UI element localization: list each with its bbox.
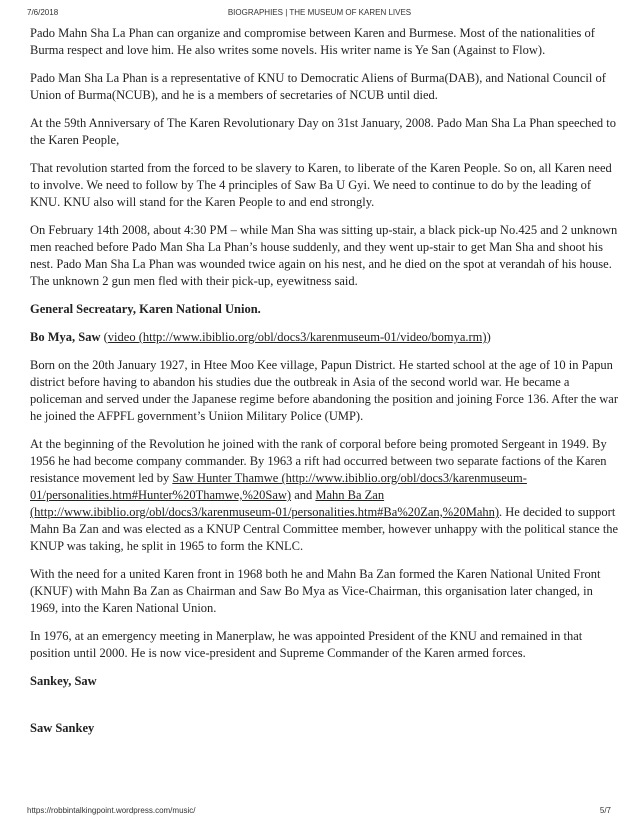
paragraph: With the need for a united Karen front in 1968 both he and Mahn Ba Zan formed the Karen National United Front (KNUF) with Mahn Ba Zan as Chairman and Saw Bo Mya as Vice-Chairman, this organisation later changed, in 1969, into the Karen National Union. — [30, 567, 601, 615]
text-fragment: ( — [100, 330, 108, 344]
paragraph: On February 14th 2008, about 4:30 PM – while Man Sha was sitting up-stair, a black pick-up No.425 and 2 unknown men reached before Pado Man Sha La Phan’s house suddenly, and they went up-stair to get Man Sha and shoot his nest. Pado Man Sha La Phan was wounded twice again on his nest, and he died on the spot at verandah of his house. The unknown 2 gun men fled with their pick-up, eyewitness said. — [30, 223, 618, 288]
bio-heading-bo-mya — [30, 329, 620, 346]
bio-subheading-sankey: Saw Sankey — [30, 721, 95, 735]
paragraph: Pado Mahn Sha La Phan can organize and compromise between Karen and Burmese. Most of the nationalities of Burma respect and love him. He also writes some novels. His writer name is Ye San (Against to Flow). — [30, 26, 595, 57]
paragraph: In 1976, at an emergency meeting in Manerplaw, he was appointed President of the KNU and remained in that position until 2000. He is now vice-president and Supreme Commander of the Karen armed forces. — [30, 629, 583, 660]
article-body — [30, 25, 620, 748]
paragraph: That revolution started from the forced to be slavery to Karen, to liberate of the Karen People. So on, all Karen need to involve. We need to follow by The 4 principles of Saw Ba U Gyi. We need to continue to do by the leading of KNU. KNU also will stand for the Karen People to and end strongly. — [30, 161, 612, 209]
text-fragment: At the beginning of the Revolution he joined with the rank of corporal before being promoted Sergeant in 1949. By 1956 he had become company commander. By 1963 a rift had occurred between two separate factions of the Karen resistance movement led by — [30, 437, 607, 485]
text-fragment: . He decided to support Mahn Ba Zan and was elected as a KNUP Central Committee member, however unhappy with the political stance the KNUP was taking, he split in 1965 to form the KNLC. — [30, 505, 619, 553]
video-link[interactable]: video (http://www.ibiblio.org/obl/docs3/karenmuseum-01/video/bomya.rm) — [107, 330, 487, 344]
paragraph: At the 59th Anniversary of The Karen Revolutionary Day on 31st January, 2008. Pado Man Sha La Phan speeched to the Karen People, — [30, 116, 616, 147]
footer-url: https://robbintalkingpoint.wordpress.com/music/ — [27, 806, 196, 815]
mahn-ba-zan-link[interactable]: Mahn Ba Zan (http://www.ibiblio.org/obl/docs3/karenmuseum-01/personalities.htm#Ba%20Zan,%20Mahn) — [30, 488, 500, 519]
role-heading: General Secreatary, Karen National Union. — [30, 302, 261, 316]
paragraph: Pado Man Sha La Phan is a representative of KNU to Democratic Aliens of Burma(DAB), and National Council of Union of Burma(NCUB), and he is a members of secretaries of NCUB until died. — [30, 71, 606, 102]
text-fragment: ) — [486, 330, 491, 344]
page-number: 5/7 — [599, 806, 611, 815]
text-fragment: and — [291, 488, 316, 502]
person-name: Bo Mya, Saw — [30, 330, 101, 344]
hunter-thamwe-link[interactable]: Saw Hunter Thamwe (http://www.ibiblio.org/obl/docs3/karenmuseum-01/personalities.htm#Hunter%20Thamwe,%20Saw) — [30, 471, 527, 502]
print-date: 7/6/2018 — [27, 8, 59, 17]
paragraph: Born on the 20th January 1927, in Htee Moo Kee village, Papun District. He started school at the age of 10 in Papun district before having to abandon his studies due the outbreak in Asia of the second world war. He became a policeman and served under the Japanese regime before abandoning the position and joining Force 136. After the war he joined the AFPFL government’s Uniion Military Police (UMP). — [30, 358, 619, 423]
page-title: BIOGRAPHIES | THE MUSEUM OF KAREN LIVES — [227, 8, 412, 17]
bio-heading-sankey: Sankey, Saw — [30, 674, 97, 688]
paragraph — [30, 436, 620, 555]
